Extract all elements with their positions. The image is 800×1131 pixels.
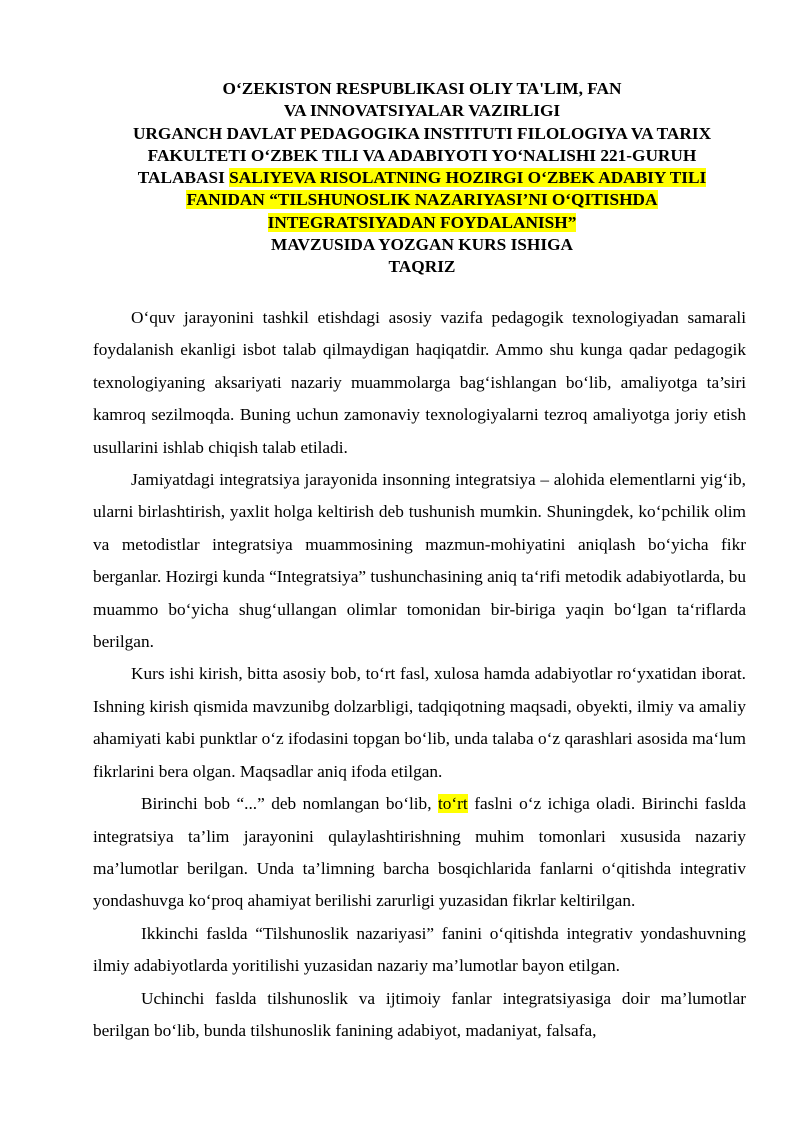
paragraph-3: Kurs ishi kirish, bitta asosiy bob, to‘rt fasl, xulosa hamda adabiyotlar ro‘yxatidan iborat. Ishning kirish qismida mavzunibg dolzarbligi, tadqiqotning maqsadi, obyekti, ilmiy va amaliy ahamiyati kabi punktlar o‘z ifodasini topgan bo‘lib, unda talaba o‘z qarashlari asosida ma‘lum fikrlarini bera olgan. Maqsadlar aniq ifoda etilgan. xyxy=(93,664,746,781)
header-line-institute: URGANCH DAVLAT PEDAGOGIKA INSTITUTI FILOLOGIYA VA TARIX xyxy=(132,123,712,143)
paragraph-2: Jamiyatdagi integratsiya jarayonida insonning integratsiya – alohida elementlarni yig‘ib, ularni birlashtirish, yaxlit holga keltirish deb tushunish mumkin. Shuningdek, ko‘pchilik olim va metodistlar integratsiya muammosining mazmun-mohiyatini aniqlash bo‘yicha fikr berganlar. Hozirgi kunda “Integratsiya” tushunchasining aniq ta‘rifi metodik adabiyotlarda, bu muammo bo‘yicha shug‘ullangan olimlar tomonidan bir-biriga yaqin bo‘lgan ta‘riflarda berilgan. xyxy=(93,470,746,652)
header-line-ministry-1: O‘ZEKISTON RESPUBLIKASI OLIY TA'LIM, FAN xyxy=(222,79,622,98)
header-line-coursework: MAVZUSIDA YOZGAN KURS ISHIGA xyxy=(271,235,573,255)
document-body xyxy=(93,302,746,1047)
highlighted-word: to‘rt xyxy=(437,794,468,814)
paragraph-4 xyxy=(93,788,746,918)
highlighted-topic: INTEGRATSIYADAN FOYDALANISH” xyxy=(267,212,577,232)
document-header xyxy=(92,78,752,279)
paragraph-6: Uchinchi faslda tilshunoslik va ijtimoiy fanlar integratsiyasiga doir ma’lumotlar berilgan bo‘lib, bunda tilshunoslik fanining adabiyot, madaniyat, falsafa, xyxy=(93,988,746,1040)
header-line-faculty: FAKULTETI O‘ZBEK TILI VA ADABIYOTI YO‘NALISHI 221-GURUH xyxy=(147,145,697,165)
highlighted-subject: FANIDAN “TILSHUNOSLIK NAZARIYASI’NI O‘QITISHDA xyxy=(186,190,658,210)
document-title: TAQRIZ xyxy=(388,257,456,277)
highlighted-student-name: SALIYEVA RISOLATNING HOZIRGI O‘ZBEK ADABIY TILI xyxy=(229,168,707,188)
header-line-subject xyxy=(92,189,752,211)
paragraph-4-end: faslni o‘z ichiga oladi. Birinchi faslda integratsiya ta’lim jarayonini qulaylashtirishning muhim tomonlari xususida nazariy ma’lumotlar berilgan. Unda ta’limning barcha bosqichlarida fanlarni o‘qitishda integrativ yondashuvga ko‘proq ahamiyat berilishi zarurligi yuzasidan fikrlar keltirilgan. xyxy=(93,794,746,911)
header-line-student xyxy=(92,167,752,189)
paragraph-4-start: Birinchi bob “...” deb nomlangan bo‘lib, xyxy=(141,794,438,814)
paragraph-5: Ikkinchi faslda “Tilshunoslik nazariyasi” fanini o‘qitishda integrativ yondashuvning ilmiy adabiyotlarda yoritilishi yuzasidan nazariy ma’lumotlar bayon etilgan. xyxy=(93,923,746,976)
header-student-prefix: TALABASI xyxy=(137,168,230,188)
paragraph-1: O‘quv jarayonini tashkil etishdagi asosiy vazifa pedagogik texnologiyadan samarali foydalanish ekanligi isbot talab qilmaydigan haqiqatdir. Ammo shu kunga qadar pedagogik texnologiyaning aksariyati nazariy muammolarga bag‘ishlangan bo‘lib, amaliyotga ta’siri kamroq sezilmoqda. Buning uchun zamonaviy texnologiyalarni tezroq amaliyotga joriy etish usullarini ishlab chiqish talab etiladi. xyxy=(93,308,746,457)
header-line-topic xyxy=(92,212,752,234)
header-line-ministry-2: VA INNOVATSIYALAR VAZIRLIGI xyxy=(283,101,561,121)
